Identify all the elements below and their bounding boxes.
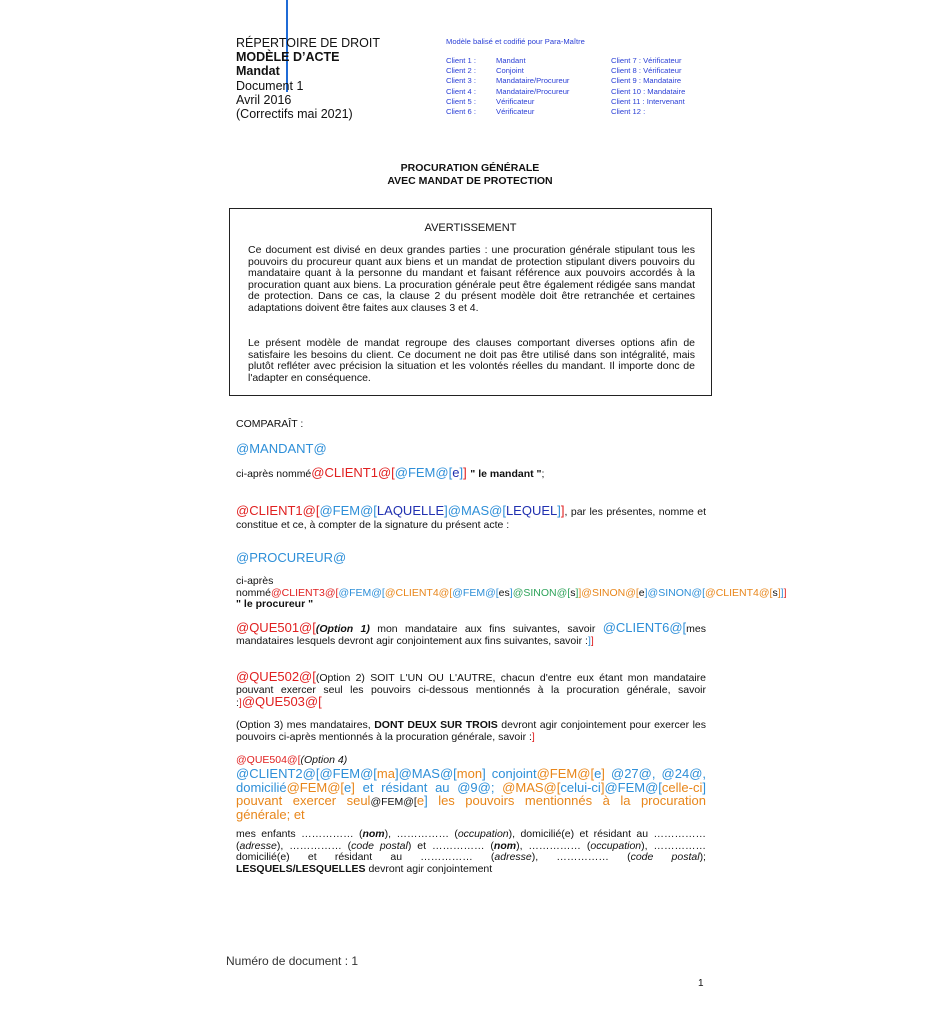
client-role: Vérificateur xyxy=(496,107,535,117)
option1-paragraph: @QUE501@[(Option 1) mon mandataire aux fins suivantes, savoir @CLIENT6@[mes mandataires lesquels devront agir conjointement aux fins suivantes, savoir :]] xyxy=(236,620,707,647)
document-number: Numéro de document : 1 xyxy=(226,954,359,968)
conjoint-paragraph: @CLIENT2@[@FEM@[ma]@MAS@[mon] conjoint@FEM@[e] @27@, @24@, domicilié@FEM@[e] et résidant au @9@; @MAS@[celui-ci]@FEM@[celle-ci] pouvant exercer seul@FEM@[e] les pouvoirs mentionnés à la procuration générale; et xyxy=(236,766,707,822)
header-line3: Mandat xyxy=(236,64,280,79)
clients-col2 xyxy=(496,56,569,117)
client-label: Client 6 : xyxy=(446,107,476,117)
header-line1: RÉPERTOIRE DE DROIT xyxy=(236,36,381,50)
option2-paragraph: @QUE502@[(Option 2) SOIT L'UN OU L'AUTRE, chacun d'entre eux étant mon mandataire pouvant exercer seul les pouvoirs ci-dessous mentionnés à la procuration générale, savoir :]@QUE503@[ xyxy=(236,669,706,710)
clients-col3 xyxy=(611,56,685,117)
mandant-tag: @MANDANT@ xyxy=(236,441,327,456)
client-entry: Client 12 : xyxy=(611,107,646,117)
document-header xyxy=(236,36,380,121)
page-number: 1 xyxy=(698,978,704,989)
client-role: Mandataire/Procureur xyxy=(496,76,570,86)
header-line5: Avril 2016 xyxy=(236,92,292,107)
header-line2: MODÈLE D’ACTE xyxy=(236,50,340,65)
client-role: Mandant xyxy=(496,56,526,65)
constitution-paragraph: @CLIENT1@[@FEM@[LAQUELLE]@MAS@[LEQUEL]], par les présentes, nomme et constitue et ce, à compter de la signature du présent acte : xyxy=(236,503,706,531)
warning-title: AVERTISSEMENT xyxy=(424,222,517,234)
header-line4: Document 1 xyxy=(236,78,304,93)
client-role: Mandataire/Procureur xyxy=(496,86,570,96)
client-role: Vérificateur xyxy=(496,96,535,106)
warning-box xyxy=(229,208,712,396)
option3-paragraph: (Option 3) mes mandataires, DONT DEUX SUR TROIS devront agir conjointement pour exercer les pouvoirs ci-après mentionnés à la procuration générale, savoir :] xyxy=(236,719,706,743)
client-entry: Client 7 : Vérificateur xyxy=(611,56,682,65)
header-note: Modèle balisé et codifié pour Para-Maître xyxy=(446,37,585,46)
enfants-paragraph: mes enfants …………… (nom), …………… (occupation), domicilié(e) et résidant au …………… (adresse), …………… (code postal) et …………… (nom), …………… (occupation), …………… domicilié(e) et résidant au …………… (adresse), …………… (code postal); LESQUELS/LESQUELLES devront agir conjointement xyxy=(236,828,706,875)
warning-paragraph-1: Ce document est divisé en deux grandes parties : une procuration générale stipulant tous les pouvoirs du procureur quant aux biens et un mandat de protection stipulant divers pouvoirs du mandataire quant à la personne du mandant et faisant référence aux pouvoirs accordés à la procuration quant aux biens. La procuration générale peut être également rédigée sans mandat de protection. Dans ce cas, la clause 2 du présent modèle doit être retranchée et certaines adaptations doivent être faites aux clauses 3 et 4. xyxy=(248,244,695,314)
client-label: Client 2 : xyxy=(446,66,476,76)
client-entry: Client 11 : Intervenant xyxy=(611,96,685,106)
client-entry: Client 9 : Mandataire xyxy=(611,76,682,86)
client-label: Client 4 : xyxy=(446,86,476,96)
comparait-label: COMPARAÎT : xyxy=(236,418,304,430)
client-label: Client 5 : xyxy=(446,96,476,106)
option4-heading: @QUE504@[(Option 4) xyxy=(236,754,348,766)
title-line1: PROCURATION GÉNÉRALE xyxy=(400,162,540,174)
document-title xyxy=(0,162,940,187)
client-label: Client 1 : xyxy=(446,56,476,65)
procureur-tag: @PROCUREUR@ xyxy=(236,550,347,565)
title-line2: AVEC MANDAT DE PROTECTION xyxy=(387,174,553,187)
mandant-designation: ci-après nommé@CLIENT1@[@FEM@[e]] " le mandant "; xyxy=(236,465,545,480)
clients-col1 xyxy=(446,56,476,117)
warning-paragraph-2: Le présent modèle de mandat regroupe des clauses comportant diverses options afin de satisfaire les besoins du client. Ce document ne doit pas être utilisé dans son intégralité, mais plutôt refléter avec précision la situation et les volontés réelles du mandant. Il importe donc de l'adapter en conséquence. xyxy=(248,337,695,384)
client-entry: Client 10 : Mandataire xyxy=(611,86,686,96)
procureur-designation: ci-après nommé@CLIENT3@[@FEM@[@CLIENT4@[@FEM@[es]@SINON@[s]]@SINON@[e]@SINON@[@CLIENT4@[s]]] " le procureur " xyxy=(236,575,787,611)
header-line6: (Correctifs mai 2021) xyxy=(236,107,353,122)
client-label: Client 3 : xyxy=(446,76,476,86)
client-entry: Client 8 : Vérificateur xyxy=(611,66,682,76)
client-role: Conjoint xyxy=(496,66,524,76)
